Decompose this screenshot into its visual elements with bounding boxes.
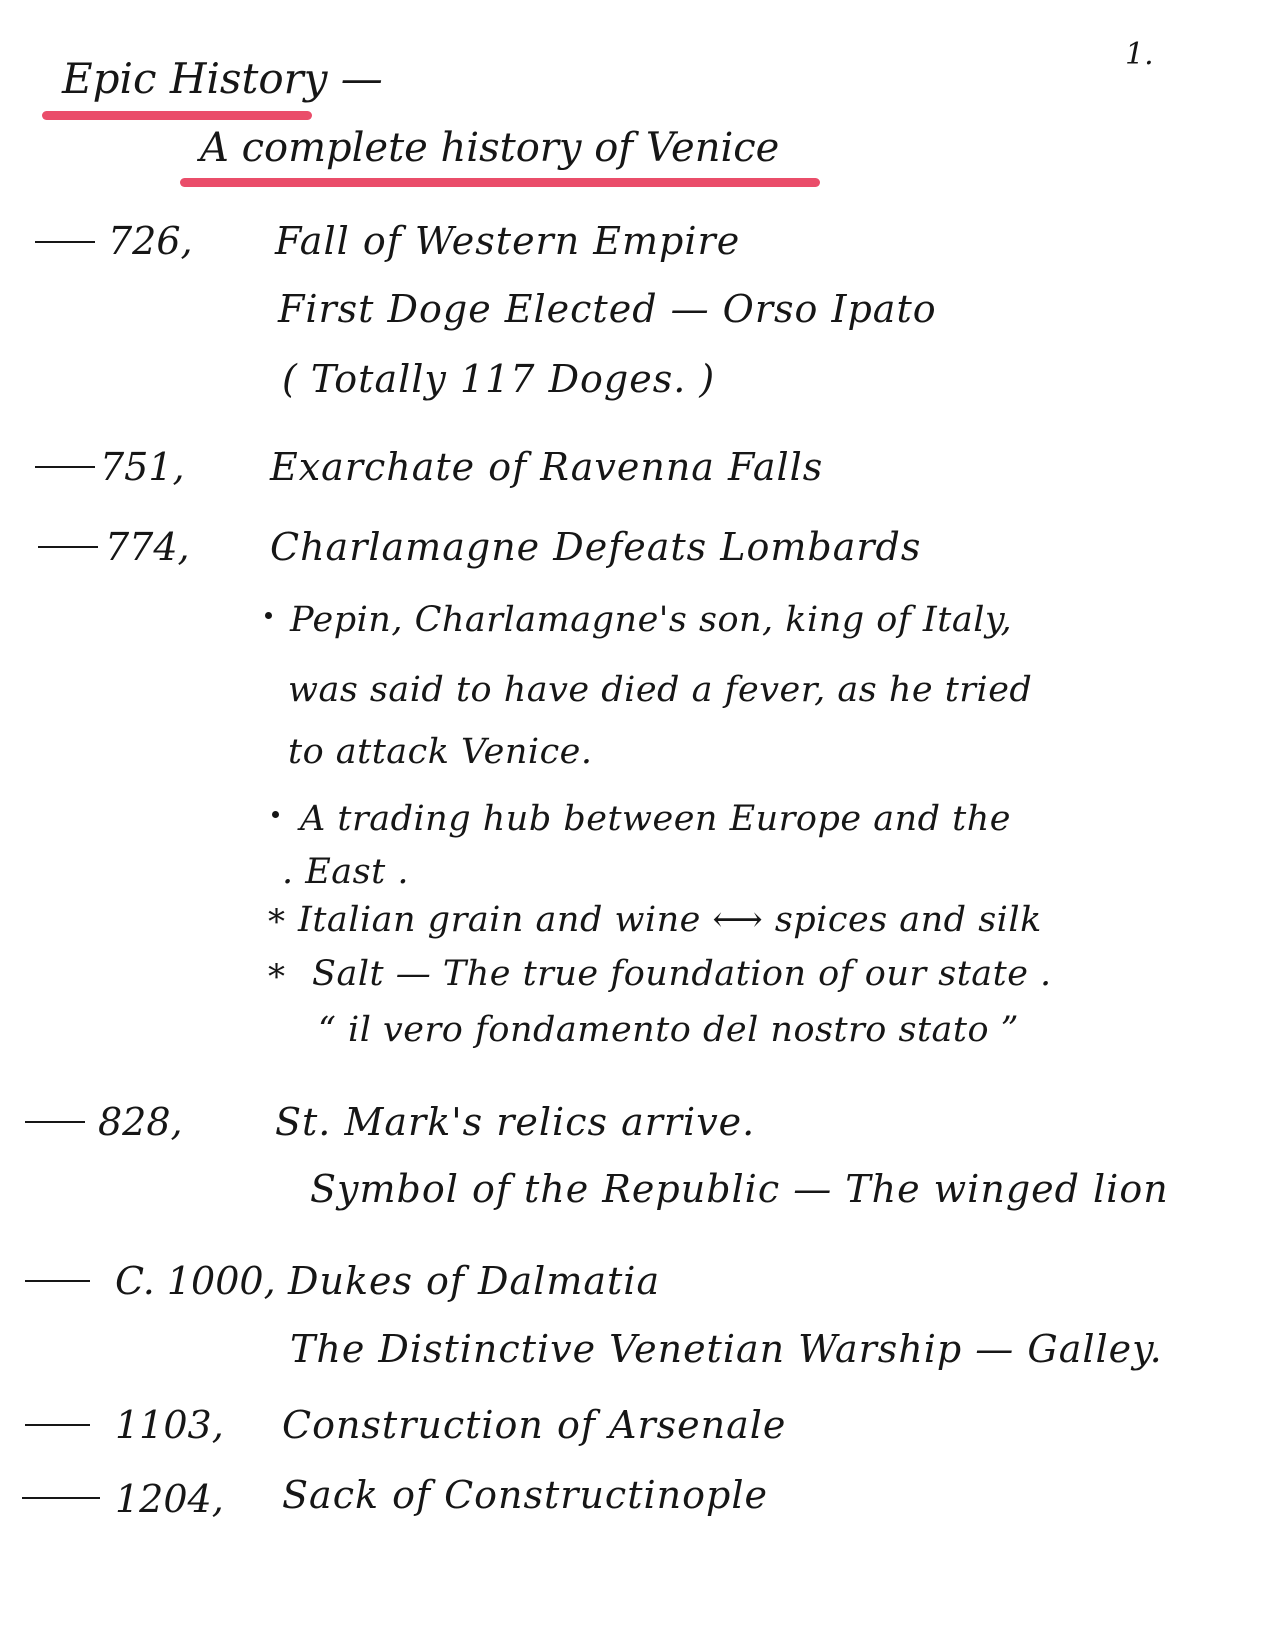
- note-line: was said to have died a fever, as he tried: [288, 670, 1033, 710]
- entry-date: 1204,: [115, 1477, 224, 1521]
- entry-dash: [25, 1121, 85, 1123]
- entry-dash: [35, 241, 95, 243]
- title-highlight: [42, 111, 312, 120]
- entry-date: 828,: [98, 1100, 183, 1144]
- entry-line: Dukes of Dalmatia: [288, 1259, 661, 1303]
- bullet-dot: [272, 811, 279, 818]
- entry-line: Exarchate of Ravenna Falls: [270, 445, 824, 489]
- entry-line: First Doge Elected — Orso Ipato: [278, 287, 937, 331]
- page-title: Epic History —: [62, 54, 383, 103]
- entry-date: 1103,: [115, 1403, 224, 1447]
- entry-line: Symbol of the Republic — The winged lion: [310, 1167, 1169, 1211]
- entry-date: C. 1000,: [115, 1259, 276, 1303]
- entry-date: 774,: [105, 525, 190, 569]
- note-line: Pepin, Charlamagne's son, king of Italy,: [290, 600, 1013, 640]
- note-line: . East .: [282, 852, 409, 892]
- entry-date: 751,: [100, 445, 185, 489]
- asterisk-marker: *: [268, 902, 285, 942]
- entry-line: Fall of Western Empire: [275, 219, 741, 263]
- entry-line: ( Totally 117 Doges. ): [282, 357, 716, 401]
- entry-line: Charlamagne Defeats Lombards: [270, 525, 922, 569]
- entry-dash: [22, 1497, 100, 1499]
- entry-line: Sack of Constructinople: [282, 1473, 768, 1517]
- note-quote: “ il vero fondamento del nostro stato ”: [318, 1010, 1020, 1050]
- entry-date: 726,: [108, 219, 193, 263]
- page-number: 1.: [1125, 37, 1154, 72]
- note-line: Italian grain and wine ⟷ spices and silk: [298, 900, 1042, 940]
- entry-dash: [38, 546, 98, 548]
- bullet-dot: [265, 612, 272, 619]
- note-line: to attack Venice.: [288, 732, 593, 772]
- entry-line: St. Mark's relics arrive.: [275, 1100, 756, 1144]
- note-line: A trading hub between Europe and the: [300, 799, 1011, 839]
- subtitle-highlight: [180, 178, 820, 187]
- asterisk-marker: *: [268, 957, 285, 997]
- entry-dash: [25, 1424, 90, 1426]
- entry-line: The Distinctive Venetian Warship — Galley.: [290, 1327, 1163, 1371]
- entry-dash: [25, 1280, 90, 1282]
- page-subtitle: A complete history of Venice: [200, 125, 780, 171]
- entry-line: Construction of Arsenale: [282, 1403, 787, 1447]
- entry-dash: [35, 466, 95, 468]
- note-line: Salt — The true foundation of our state .: [312, 954, 1052, 994]
